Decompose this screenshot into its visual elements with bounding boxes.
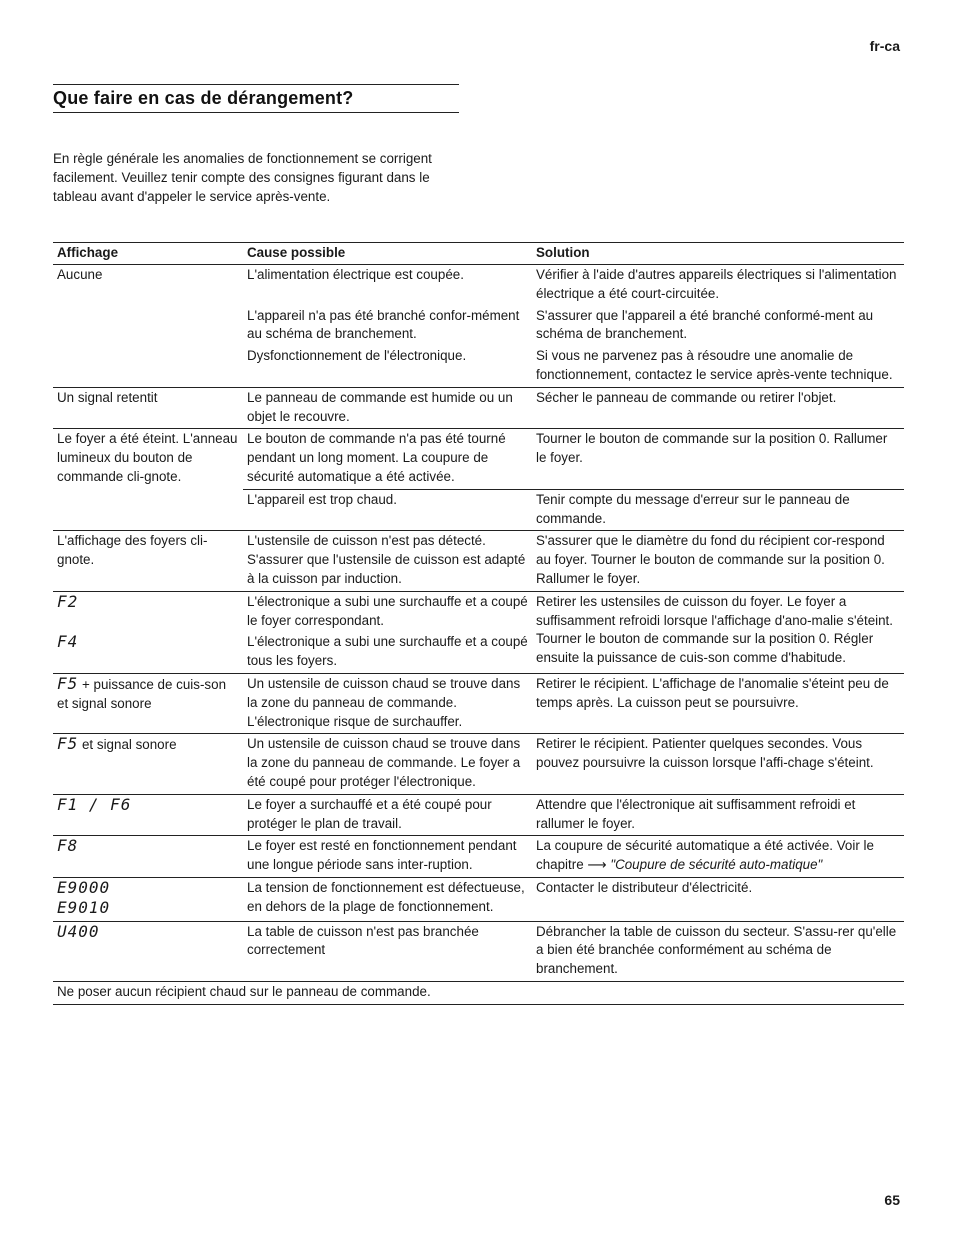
table-row: [53, 877, 904, 921]
display-cell: F5 et signal sonore: [53, 734, 243, 794]
display-cell: Le foyer a été éteint. L'anneau lumineux du bouton de commande cli-gnote.: [53, 429, 243, 531]
solution-cell: Si vous ne parvenez pas à résoudre une anomalie de fonctionnement, contactez le service après-vente technique.: [536, 348, 893, 382]
solution-cell: S'assurer que l'appareil a été branché conformé-ment au schéma de branchement.: [536, 307, 874, 342]
display-cell: [53, 794, 243, 836]
header-display: Affichage: [53, 243, 243, 265]
table-row: [53, 265, 904, 306]
chapter-reference[interactable]: "Coupure de sécurité auto-matique": [610, 857, 823, 873]
table-row: [53, 429, 904, 489]
table-footer-row: [53, 981, 904, 1004]
table-row: [53, 734, 904, 794]
solution-cell: Débrancher la table de cuisson du secteur. S'assu-rer qu'elle a bien été branchée conformément au schéma de branchement.: [532, 921, 904, 981]
display-cell: Un signal retentit: [53, 387, 243, 429]
header-solution: Solution: [532, 243, 904, 265]
error-code: F1 / F6: [57, 794, 132, 814]
table-row: [53, 794, 904, 836]
table-row: [53, 921, 904, 981]
footer-note: Ne poser aucun récipient chaud sur le panneau de commande.: [53, 981, 904, 1004]
table-row: [53, 387, 904, 429]
table-row: [53, 591, 904, 632]
table-row: [53, 836, 904, 878]
cause-cell: L'appareil est trop chaud.: [243, 489, 532, 531]
cause-cell: La table de cuisson n'est pas branchée correctement: [243, 921, 532, 981]
table-row: [53, 673, 904, 733]
display-cell: [53, 591, 243, 632]
display-cell: [53, 836, 243, 878]
cause-cell: L'électronique a subi une surchauffe et a coupé le foyer correspondant.: [243, 591, 532, 632]
solution-cell: Retirer les ustensiles de cuisson du foyer. Le foyer a suffisamment refroidi lorsque l'affichage d'ano-malie s'éteint. Tourner le bouton de commande sur la position 0. Régler ensuite la puissance de cuis-son comme d'habitude.: [532, 591, 904, 673]
table-row: [53, 531, 904, 591]
solution-cell: S'assurer que le diamètre du fond du récipient cor-respond au foyer. Tourner le bouton de commande sur la position 0. Rallumer le foyer.: [532, 531, 904, 591]
cause-cell: Dysfonctionnement de l'électronique.: [247, 348, 467, 364]
language-code: fr-ca: [869, 38, 900, 54]
cause-cell: L'électronique a subi une surchauffe et a coupé tous les foyers.: [247, 634, 528, 669]
arrow-icon: ⟶: [587, 857, 607, 873]
intro-paragraph: En règle générale les anomalies de fonctionnement se corrigent facilement. Veuillez tenir compte des consignes figurant dans le tableau avant d'appeler le service après-vente.: [53, 151, 432, 204]
error-code: F4: [57, 632, 79, 652]
display-cell: F5 + puissance de cuis-son et signal sonore: [53, 673, 243, 733]
cause-cell: Le panneau de commande est humide ou un objet le recouvre.: [243, 387, 532, 429]
error-code: F8: [57, 836, 79, 856]
section-title-block: [53, 84, 459, 113]
cause-cell: L'ustensile de cuisson n'est pas détecté. S'assurer que l'ustensile de cuisson est adapté à la cuisson par induction.: [243, 531, 532, 591]
solution-cell: La coupure de sécurité automatique a été activée. Voir le chapitre ⟶ "Coupure de sécurité auto-matique": [532, 836, 904, 878]
page-number: 65: [884, 1192, 900, 1208]
cause-cell: Le bouton de commande n'a pas été tourné pendant un long moment. La coupure de sécurité automatique a été activée.: [243, 429, 532, 489]
display-cell: Aucune: [57, 267, 103, 282]
solution-cell: Contacter le distributeur d'électricité.: [532, 877, 904, 921]
table-header-row: [53, 243, 904, 265]
solution-cell: Retirer le récipient. L'affichage de l'anomalie s'éteint peu de temps après. La cuisson peut se poursuivre.: [532, 673, 904, 733]
display-cell: L'affichage des foyers cli-gnote.: [53, 531, 243, 591]
error-code: F5: [57, 673, 79, 693]
cause-cell: Un ustensile de cuisson chaud se trouve dans la zone du panneau de commande. L'électronique risque de surchauffer.: [243, 673, 532, 733]
solution-cell: Tenir compte du message d'erreur sur le panneau de commande.: [532, 489, 904, 531]
solution-cell: Vérifier à l'aide d'autres appareils électriques si l'alimentation électrique a été court-circuitée.: [536, 267, 897, 301]
cause-cell: L'alimentation électrique est coupée.: [247, 267, 464, 282]
cause-cell: L'appareil n'a pas été branché confor-mément au schéma de branchement.: [247, 307, 520, 342]
cause-cell: Le foyer est resté en fonctionnement pendant une longue période sans inter-ruption.: [243, 836, 532, 878]
error-code: E9010: [57, 897, 111, 917]
solution-cell: Attendre que l'électronique ait suffisamment refroidi et rallumer le foyer.: [532, 794, 904, 836]
error-code: F2: [57, 591, 79, 611]
error-code: F5: [57, 734, 79, 754]
cause-cell: Un ustensile de cuisson chaud se trouve dans la zone du panneau de commande. Le foyer a été coupé pour protéger l'électronique.: [243, 734, 532, 794]
display-cell: [53, 877, 243, 921]
solution-cell: Sécher le panneau de commande ou retirer l'objet.: [532, 387, 904, 429]
display-cell: [53, 921, 243, 981]
troubleshooting-table: [53, 242, 904, 1005]
page-title: Que faire en cas de dérangement?: [53, 88, 354, 108]
display-cell: [53, 632, 243, 673]
cause-cell: La tension de fonctionnement est défectueuse, en dehors de la plage de fonctionnement.: [243, 877, 532, 921]
cause-cell: Le foyer a surchauffé et a été coupé pour protéger le plan de travail.: [243, 794, 532, 836]
solution-cell: Retirer le récipient. Patienter quelques secondes. Vous pouvez poursuivre la cuisson lorsque l'affi-chage s'éteint.: [532, 734, 904, 794]
solution-cell: Tourner le bouton de commande sur la position 0. Rallumer le foyer.: [532, 429, 904, 489]
error-code: E9000: [57, 877, 111, 897]
error-code: U400: [57, 921, 100, 941]
header-cause: Cause possible: [243, 243, 532, 265]
